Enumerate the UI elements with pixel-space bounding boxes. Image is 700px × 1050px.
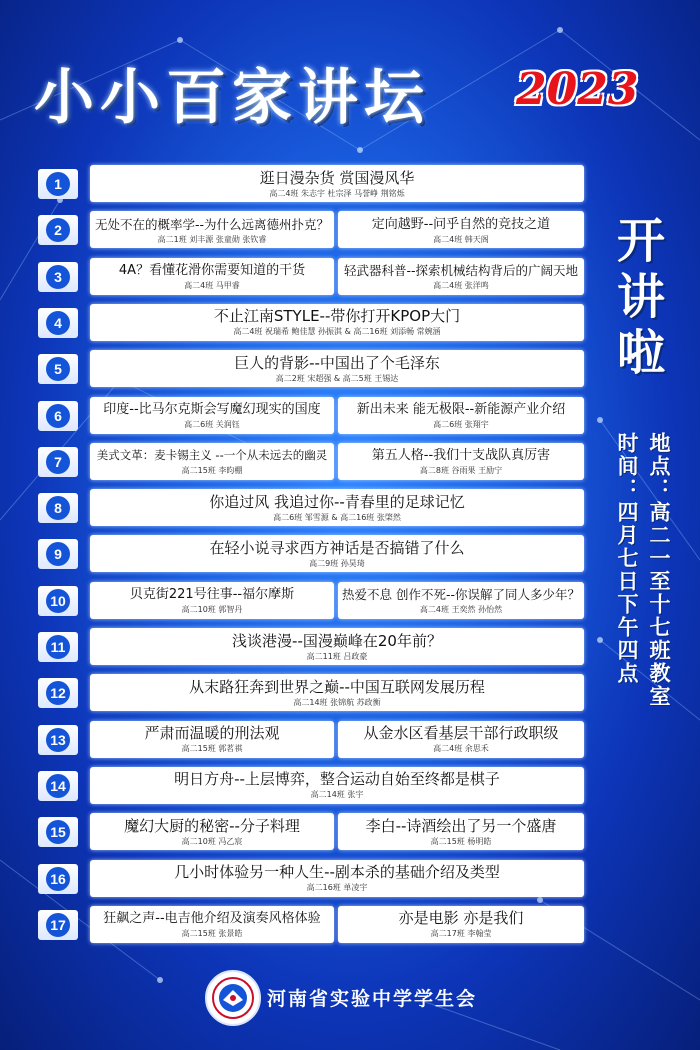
lecture-number-badge: [38, 215, 78, 245]
lecture-speakers: 高二16班 单凌宇: [306, 883, 368, 892]
lecture-number-badge: [38, 493, 78, 523]
lecture-number-badge: [38, 169, 78, 199]
lecture-title: 几小时体验另一种人生--剧本杀的基础介绍及类型: [174, 863, 500, 881]
lecture-title: 4A？看懂花滑你需要知道的干货: [118, 263, 306, 279]
lecture-title: 轻武器科普--探索机械结构背后的广阔天地: [343, 263, 579, 279]
lecture-title: 巨人的背影--中国出了个毛泽东: [234, 353, 440, 372]
lecture-row: [38, 674, 584, 712]
lecture-number-badge: [38, 864, 78, 894]
lecture-number-badge: [38, 817, 78, 847]
lecture-speakers: 高二14班 张宇: [310, 790, 364, 800]
lecture-title: 定向越野--问乎自然的竞技之道: [371, 216, 551, 232]
lecture-card: [90, 304, 584, 341]
lecture-number: 2: [46, 218, 70, 242]
lecture-row: [38, 721, 584, 759]
lecture-row: [38, 860, 584, 898]
lecture-number-badge: [38, 539, 78, 569]
lecture-number: 3: [46, 265, 70, 289]
lecture-number: 11: [46, 635, 70, 659]
lecture-row: [38, 489, 584, 527]
lecture-speakers: 高二10班 冯乙宸: [181, 836, 243, 846]
lecture-speakers: 高二17班 李翰莹: [430, 929, 492, 939]
lecture-title: 你追过风 我追过你--青春里的足球记忆: [209, 492, 465, 511]
lecture-card: [90, 165, 584, 202]
lecture-number: 1: [46, 172, 70, 196]
lecture-row: [38, 397, 584, 435]
organizer-footer: [205, 968, 505, 1028]
lecture-speakers: 高二6班 关润钰: [184, 420, 240, 429]
lecture-card: [338, 443, 584, 480]
lecture-row: [38, 906, 584, 944]
lecture-title: 第五人格--我们十支战队真厉害: [371, 448, 551, 464]
lecture-title: 不止江南STYLE--带你打开KPOP大门: [213, 307, 461, 326]
lecture-title: 新出未来 能无极限--新能源产业介绍: [356, 402, 566, 417]
lecture-card: [90, 721, 334, 758]
lecture-card: [90, 628, 584, 665]
lecture-speakers: 高二6班 邹雪源 & 高二16班 张棨然: [273, 512, 401, 522]
lecture-title: 逛日漫杂货 赏国漫风华: [259, 168, 415, 187]
lecture-title: 从末路狂奔到世界之巅--中国互联网发展历程: [189, 677, 485, 696]
lecture-card: [90, 860, 584, 897]
lecture-title: 印度--比马尔克斯会写魔幻现实的国度: [103, 402, 321, 417]
time-text: 时间：四月七日下午四点: [615, 432, 639, 685]
lecture-number: 14: [46, 774, 70, 798]
lecture-speakers: 高二11班 吕政豪: [306, 651, 368, 661]
lecture-speakers: 高二4班 朱志宇 杜宗泽 马誉峥 荆铭烁: [269, 188, 405, 198]
lecture-speakers: 高二4班 余思禾: [433, 744, 489, 754]
lecture-title: 明日方舟--上层博弈，整合运动自始至终都是棋子: [174, 770, 500, 789]
lecture-row: [38, 165, 584, 203]
lecture-speakers: 高二4班 祝瑞希 鲍佳慧 孙振淇 & 高二16班 刘添畅 常婉涵: [233, 327, 441, 337]
lecture-number-badge: [38, 725, 78, 755]
lecture-number: 6: [46, 404, 70, 428]
lecture-row: [38, 443, 584, 481]
lecture-number: 17: [46, 913, 70, 937]
lecture-number-badge: [38, 771, 78, 801]
side-heading: 开讲啦: [616, 213, 665, 381]
lecture-card: [90, 489, 584, 526]
lecture-row: [38, 304, 584, 342]
lecture-row: [38, 767, 584, 805]
lecture-speakers: 高二4班 王奕然 孙怡然: [419, 605, 503, 615]
lecture-title: 李白--诗酒绘出了另一个盛唐: [365, 816, 557, 835]
lecture-title: 狂飙之声--电吉他介绍及演奏风格体验: [103, 911, 321, 927]
lecture-number: 5: [46, 357, 70, 381]
lecture-number-badge: [38, 308, 78, 338]
lecture-number-badge: [38, 447, 78, 477]
lecture-title: 在轻小说寻求西方神话是否搞错了什么: [209, 538, 465, 557]
lecture-card: [90, 674, 584, 711]
lecture-card: [338, 582, 584, 619]
lecture-row: [38, 582, 584, 620]
lecture-card: [90, 767, 584, 804]
lecture-number: 4: [46, 311, 70, 335]
lecture-card: [338, 906, 584, 943]
organizer-name: 河南省实验中学学生会: [267, 988, 478, 1010]
lecture-card: [338, 211, 584, 248]
lecture-card: [90, 397, 334, 434]
lecture-speakers: 高二9班 孙昊琦: [309, 558, 365, 568]
lecture-speakers: 高二6班 张翔宇: [433, 420, 489, 429]
lecture-card: [90, 258, 334, 295]
lecture-row: [38, 813, 584, 851]
lecture-number: 15: [46, 820, 70, 844]
lecture-speakers: 高二4班 韩天阁: [433, 234, 489, 244]
lecture-number-badge: [38, 262, 78, 292]
lecture-title: 亦是电影 亦是我们: [398, 909, 524, 928]
lecture-card: [90, 813, 334, 850]
lecture-number: 16: [46, 867, 70, 891]
lecture-row: [38, 350, 584, 388]
lecture-row: [38, 535, 584, 573]
lecture-number: 8: [46, 496, 70, 520]
lecture-title: 魔幻大厨的秘密--分子料理: [124, 816, 300, 835]
lecture-speakers: 高二10班 郭智丹: [181, 605, 243, 615]
lecture-number: 13: [46, 728, 70, 752]
lecture-title: 严肃而温暖的刑法观: [144, 724, 280, 743]
lecture-speakers: 高二2班 宋超强 & 高二5班 王锡达: [275, 373, 399, 383]
lecture-title: 从金水区看基层干部行政职级: [363, 724, 559, 743]
lecture-number-badge: [38, 586, 78, 616]
lecture-number: 9: [46, 542, 70, 566]
lecture-speakers: 高二1班 刘丰源 张童勋 张钦睿: [157, 234, 267, 244]
lecture-card: [90, 350, 584, 387]
lecture-card: [338, 258, 584, 295]
location-text: 地点：高二一至十七班教室: [647, 432, 671, 708]
lecture-card: [338, 397, 584, 434]
lecture-card: [90, 535, 584, 572]
lecture-card: [338, 813, 584, 850]
lecture-title: 贝克街221号往事--福尔摩斯: [129, 587, 295, 603]
lecture-number-badge: [38, 401, 78, 431]
school-emblem-icon: [205, 970, 261, 1026]
lecture-speakers: 高二15班 杨明皓: [430, 836, 492, 846]
lecture-speakers: 高二4班 张洋鸣: [433, 281, 489, 291]
lecture-speakers: 高二14班 张锦航 苏政衡: [293, 697, 381, 707]
lecture-number: 7: [46, 450, 70, 474]
lecture-number-badge: [38, 910, 78, 940]
lecture-number-badge: [38, 678, 78, 708]
lecture-number-badge: [38, 632, 78, 662]
lecture-row: [38, 211, 584, 249]
lecture-card: [90, 211, 334, 248]
lecture-speakers: 高二15班 李昀棚: [181, 466, 243, 476]
lecture-speakers: 高二15班 郭茗祺: [181, 744, 243, 754]
lecture-title: 浅谈港漫--国漫巅峰在20年前？: [232, 631, 442, 650]
lecture-card: [90, 582, 334, 619]
lecture-speakers: 高二15班 张景皓: [181, 929, 243, 939]
lecture-card: [90, 443, 334, 480]
lecture-title: 热爱不息 创作不死--你误解了同人多少年？: [342, 587, 580, 603]
lecture-card: [90, 906, 334, 943]
lecture-card: [338, 721, 584, 758]
lecture-speakers: 高二4班 马甲睿: [184, 281, 240, 291]
poster-title: 小小百家讲坛: [34, 63, 430, 133]
year-label: 2023: [516, 64, 639, 115]
lecture-row: [38, 258, 584, 296]
lecture-row: [38, 628, 584, 666]
lecture-number: 10: [46, 589, 70, 613]
lecture-number-badge: [38, 354, 78, 384]
lecture-speakers: 高二8班 谷雨果 王励宁: [419, 466, 503, 476]
lecture-title: 美式文革：麦卡锡主义 --一个从未远去的幽灵: [96, 448, 328, 463]
lecture-number: 12: [46, 681, 70, 705]
lecture-title: 无处不在的概率学--为什么远离德州扑克？: [94, 216, 330, 232]
